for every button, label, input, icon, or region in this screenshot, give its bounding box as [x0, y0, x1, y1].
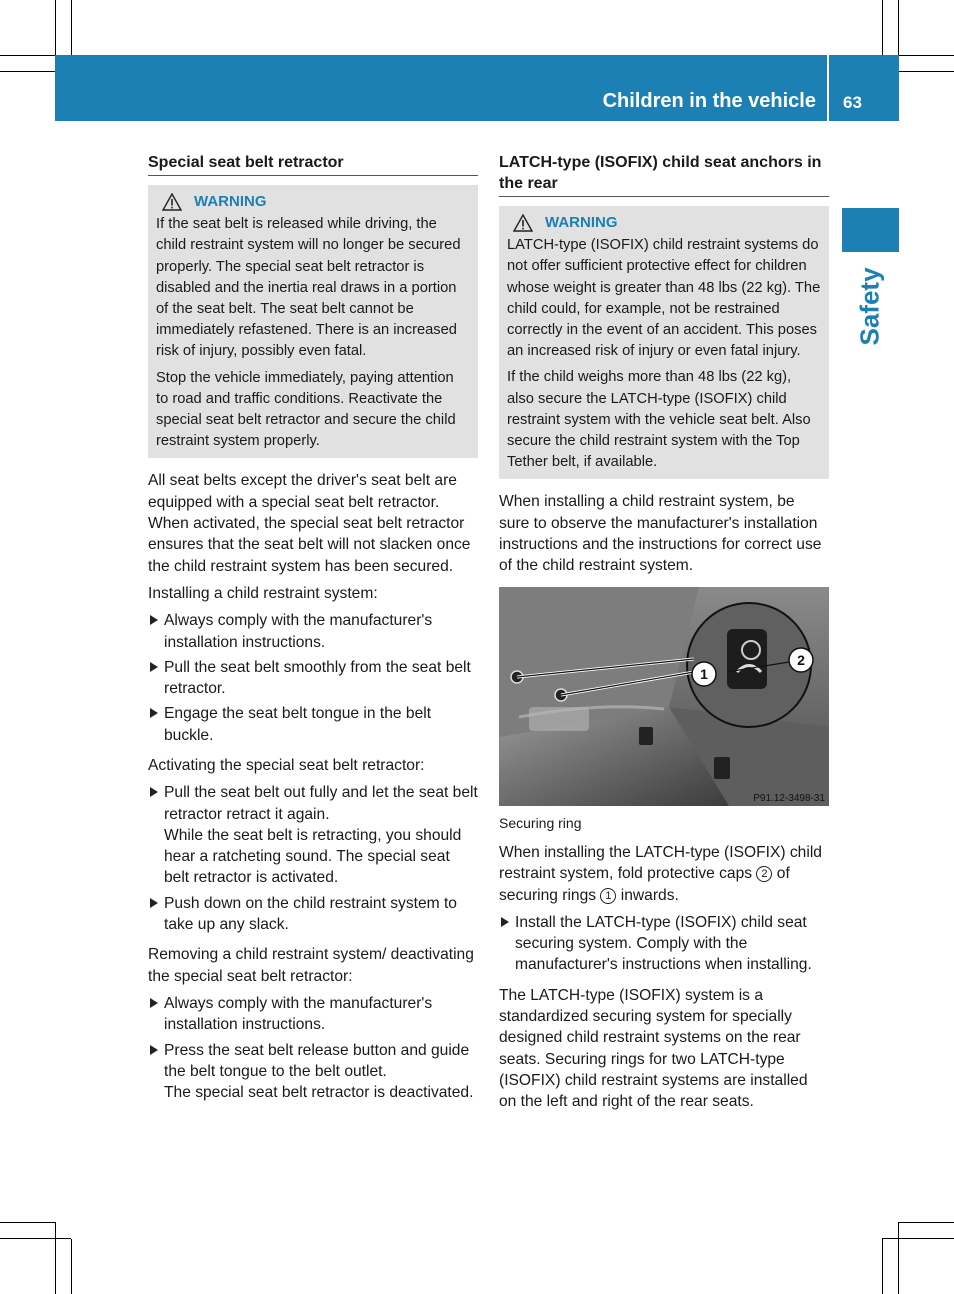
crop-mark: [899, 71, 954, 72]
paragraph-text: When installing the LATCH-type (ISOFIX) child restraint system, fold protective caps: [499, 843, 822, 883]
warning-text: If the seat belt is released while driving, the child restraint system will no longer be secured properly. The special seat belt retractor is disabled and the inertia real draws in a portion of the seat belt. The seat belt cannot be immediately refastened. There is an increased risk of injury, possibly even fatal.: [156, 216, 461, 360]
paragraph: The LATCH-type (ISOFIX) system is a standardized securing system for specially designed child restraint systems on the rear seats. Securing rings for two LATCH-type (ISOFIX) child restraint systems are installed on the left and right of the rear seats.: [499, 986, 808, 1111]
warning-text: LATCH-type (ISOFIX) child restraint systems do not offer sufficient protective effect for children whose weight is greater than 48 lbs (22 kg). The child could, for example, not be restrained correctly in the event of an accident. This poses an increased risk of injury or even fatal injury.: [507, 237, 821, 360]
paragraph: All seat belts except the driver's seat belt are equipped with a special seat belt retractor. When activated, the special seat belt retractor ensures that the seat belt will not slacken once the child restraint system has been secured.: [148, 472, 471, 575]
instruction-step: [148, 782, 478, 888]
warning-header: [156, 191, 470, 212]
step-arrow-icon: [501, 917, 509, 927]
chapter-label: Safety: [854, 267, 885, 346]
crop-mark: [0, 71, 55, 72]
instruction-step: [148, 893, 478, 936]
warning-text: Stop the vehicle immediately, paying attention to road and traffic conditions. Reactivate the special seat belt retractor and secure the child restraint system properly.: [156, 369, 456, 450]
paragraph-text: inwards.: [620, 886, 679, 904]
warning-box: [148, 185, 478, 458]
callout-ref-2: 2: [756, 866, 772, 882]
callout-ref-1: 1: [600, 888, 616, 904]
crop-mark: [55, 0, 56, 55]
paragraph: Installing a child restraint system:: [148, 584, 378, 602]
step-text: Always comply with the manufacturer's installation instructions.: [164, 994, 433, 1034]
crop-mark: [55, 1222, 56, 1294]
crop-mark: [899, 55, 954, 56]
warning-box: [499, 206, 829, 479]
step-arrow-icon: [150, 662, 158, 672]
step-arrow-icon: [150, 615, 158, 625]
isofix-ring-photo: [499, 587, 829, 806]
instruction-step: [499, 912, 829, 976]
step-arrow-icon: [150, 787, 158, 797]
warning-header: [507, 212, 821, 233]
page-number: 63: [843, 93, 862, 112]
crop-mark: [0, 1222, 55, 1223]
step-arrow-icon: [150, 1045, 158, 1055]
callout-1: 1: [700, 665, 708, 682]
figure-caption: Securing ring: [499, 814, 582, 831]
step-note: While the seat belt is retracting, you should hear a ratcheting sound. The special seat belt retractor is activated.: [164, 826, 462, 887]
header-divider: [827, 55, 829, 121]
left-column: [148, 152, 478, 1107]
section-title: Children in the vehicle: [602, 90, 816, 112]
instruction-step: [148, 657, 478, 700]
crop-mark: [71, 1239, 72, 1294]
step-note: The special seat belt retractor is deactivated.: [164, 1084, 474, 1102]
step-arrow-icon: [150, 998, 158, 1008]
instruction-step: [148, 993, 478, 1036]
step-text: Install the LATCH-type (ISOFIX) child seat securing system. Comply with the manufacturer's instructions when installing.: [515, 913, 812, 974]
crop-mark: [71, 0, 72, 55]
paragraph: [499, 842, 829, 906]
instruction-step: [148, 703, 478, 746]
step-text: Push down on the child restraint system to take up any slack.: [164, 894, 457, 934]
section-heading: LATCH-type (ISOFIX) child seat anchors in the rear: [499, 152, 829, 197]
step-text: Press the seat belt release button and guide the belt tongue to the belt outlet.: [164, 1041, 470, 1080]
paragraph: Removing a child restraint system/ deactivating the special seat belt retractor:: [148, 946, 474, 985]
warning-triangle-icon: [513, 214, 533, 232]
step-text: Always comply with the manufacturer's installation instructions.: [164, 612, 433, 651]
crop-mark: [882, 0, 883, 55]
right-column: [499, 152, 829, 1118]
crop-mark: [882, 1239, 883, 1294]
section-heading: Special seat belt retractor: [148, 152, 478, 176]
instruction-step: [148, 1040, 478, 1104]
paragraph-text: of securing rings: [499, 865, 790, 904]
figure-code: P91.12-3498-31: [753, 792, 825, 804]
callout-2: 2: [797, 651, 805, 668]
warning-label: WARNING: [194, 193, 267, 210]
step-text: Pull the seat belt out fully and let the seat belt retractor retract it again.: [164, 784, 478, 823]
instruction-step: [148, 610, 478, 653]
crop-mark: [882, 1238, 954, 1239]
side-tab-marker: [842, 208, 899, 252]
crop-mark: [898, 0, 899, 55]
crop-mark: [898, 1222, 899, 1294]
warning-triangle-icon: [162, 193, 182, 211]
paragraph: When installing a child restraint system, be sure to observe the manufacturer's installation instructions and the instructions for correct use of the child restraint system.: [499, 493, 822, 575]
paragraph: Activating the special seat belt retractor:: [148, 757, 425, 774]
step-text: Engage the seat belt tongue in the belt buckle.: [164, 705, 432, 744]
crop-mark: [0, 55, 55, 56]
step-text: Pull the seat belt smoothly from the seat belt retractor.: [164, 658, 471, 698]
step-arrow-icon: [150, 708, 158, 718]
rear-seat-illustration: [499, 587, 829, 806]
step-arrow-icon: [150, 898, 158, 908]
crop-mark: [899, 1222, 954, 1223]
warning-text: If the child weighs more than 48 lbs (22 kg), also secure the LATCH-type (ISOFIX) child restraint system with the vehicle seat belt. Also secure the child restraint system with the Top Tether belt, if available.: [507, 369, 811, 471]
warning-label: WARNING: [545, 214, 618, 231]
crop-mark: [0, 1238, 71, 1239]
